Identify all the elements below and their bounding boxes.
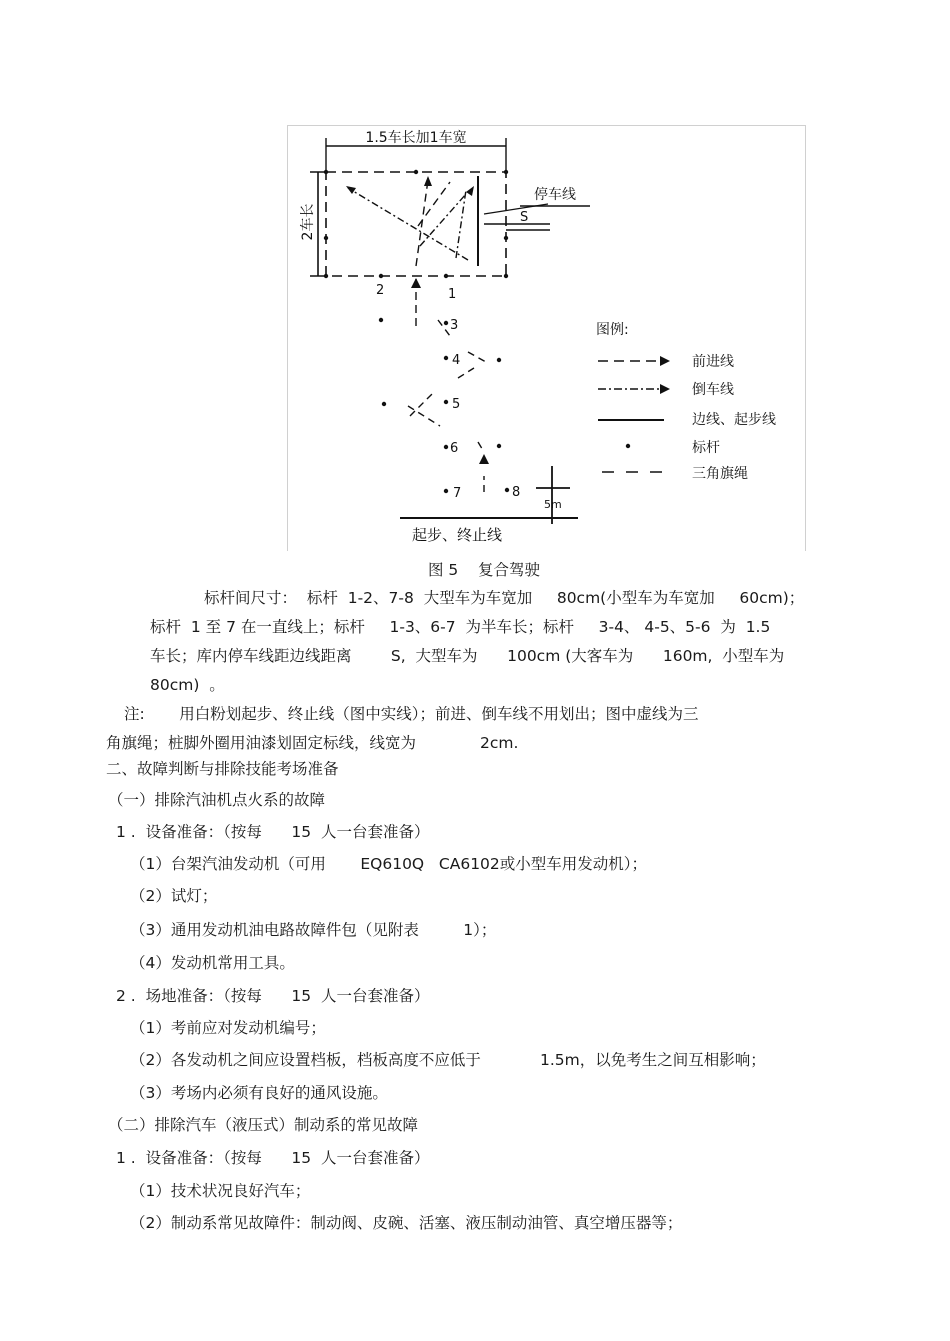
item-1-1: （1）台架汽油发动机（可用 EQ610Q CA6102或小型车用发动机）； xyxy=(130,855,648,873)
item-1-3: （3）通用发动机油电路故障件包（见附表 1）； xyxy=(130,921,497,939)
legend-reverse: 倒车线 xyxy=(692,382,734,398)
item-2-1: （1）考前应对发动机编号； xyxy=(130,1019,326,1037)
pole-label-4: 4 xyxy=(452,353,461,368)
paragraph-4: 80cm) 。 xyxy=(150,676,225,694)
pole-label-6: 6 xyxy=(450,441,459,456)
course-poles xyxy=(379,274,509,493)
forward-lines xyxy=(416,180,450,326)
start-end-line-label: 起步、终止线 xyxy=(412,526,503,544)
pole-label-3: 3 xyxy=(450,318,459,333)
pole-label-8: 8 xyxy=(512,485,521,500)
legend-title: 图例: xyxy=(596,322,629,338)
stop-line-label: 停车线 xyxy=(534,187,576,203)
section-heading-2: 二、故障判断与排除技能考场准备 xyxy=(106,760,339,778)
pole-label-7: 7 xyxy=(453,486,462,501)
subsection-heading-1: （一）排除汽油机点火系的故障 xyxy=(108,791,326,809)
item-2-site: 2 . 场地准备：（按每 15 人一台套准备） xyxy=(116,987,430,1005)
item-1-4: （4）发动机常用工具。 xyxy=(130,954,295,972)
s-label: S xyxy=(520,210,529,225)
side-dimension-label: 2车长 xyxy=(300,203,316,241)
figure-caption: 图 5 复合驾驶 xyxy=(428,561,540,579)
paragraph-1: 标杆间尺寸： 标杆 1-2、7-8 大型车为车宽加 80cm(小型车为车宽加 60cm)； xyxy=(204,589,805,607)
five-m-label: 5m xyxy=(544,498,562,511)
item-2-3: （3）考场内必须有良好的通风设施。 xyxy=(130,1084,388,1102)
reverse-lines xyxy=(348,188,468,260)
paragraph-3: 车长；库内停车线距边线距离 S, 大型车为 100cm (大客车为 160m, 小型车为 xyxy=(150,647,785,665)
item-1-equipment: 1 . 设备准备：（按每 15 人一台套准备） xyxy=(116,823,430,841)
item-1-2: （2）试灯； xyxy=(130,887,218,905)
top-dimension-label: 1.5车长加1车宽 xyxy=(365,130,467,146)
item-3-2: （2）制动系常见故障件：制动阀、皮碗、活塞、液压制动油管、真空增压器等； xyxy=(130,1214,683,1232)
note-line-1: 注: 用白粉划起步、终止线（图中实线）；前进、倒车线不用划出；图中虚线为三 xyxy=(124,705,699,723)
pole-label-2: 2 xyxy=(376,283,385,298)
item-3-1: （1）技术状况良好汽车； xyxy=(130,1182,311,1200)
legend-flag-rope: 三角旗绳 xyxy=(692,466,748,482)
pole-label-5: 5 xyxy=(452,397,461,412)
legend-side-line: 边线、起步线 xyxy=(692,412,776,428)
item-2-2: （2）各发动机之间应设置档板，档板高度不应低于 1.5m，以免考生之间互相影响； xyxy=(130,1051,766,1069)
paragraph-2: 标杆 1 至 7 在一直线上；标杆 1-3、6-7 为半车长；标杆 3-4、 4-5、5-6 为 1.5 xyxy=(150,618,771,636)
figure-compound-driving xyxy=(287,125,806,551)
legend-forward: 前进线 xyxy=(692,354,734,370)
note-line-2: 角旗绳；桩脚外圈用油漆划固定标线，线宽为 2cm. xyxy=(106,734,519,752)
item-3-equipment: 1 . 设备准备：（按每 15 人一台套准备） xyxy=(116,1149,430,1167)
legend-pole: 标杆 xyxy=(692,440,720,456)
pole-label-1: 1 xyxy=(448,287,457,302)
course-diagram xyxy=(288,126,807,552)
subsection-heading-2: （二）排除汽车（液压式）制动系的常见故障 xyxy=(108,1116,419,1134)
